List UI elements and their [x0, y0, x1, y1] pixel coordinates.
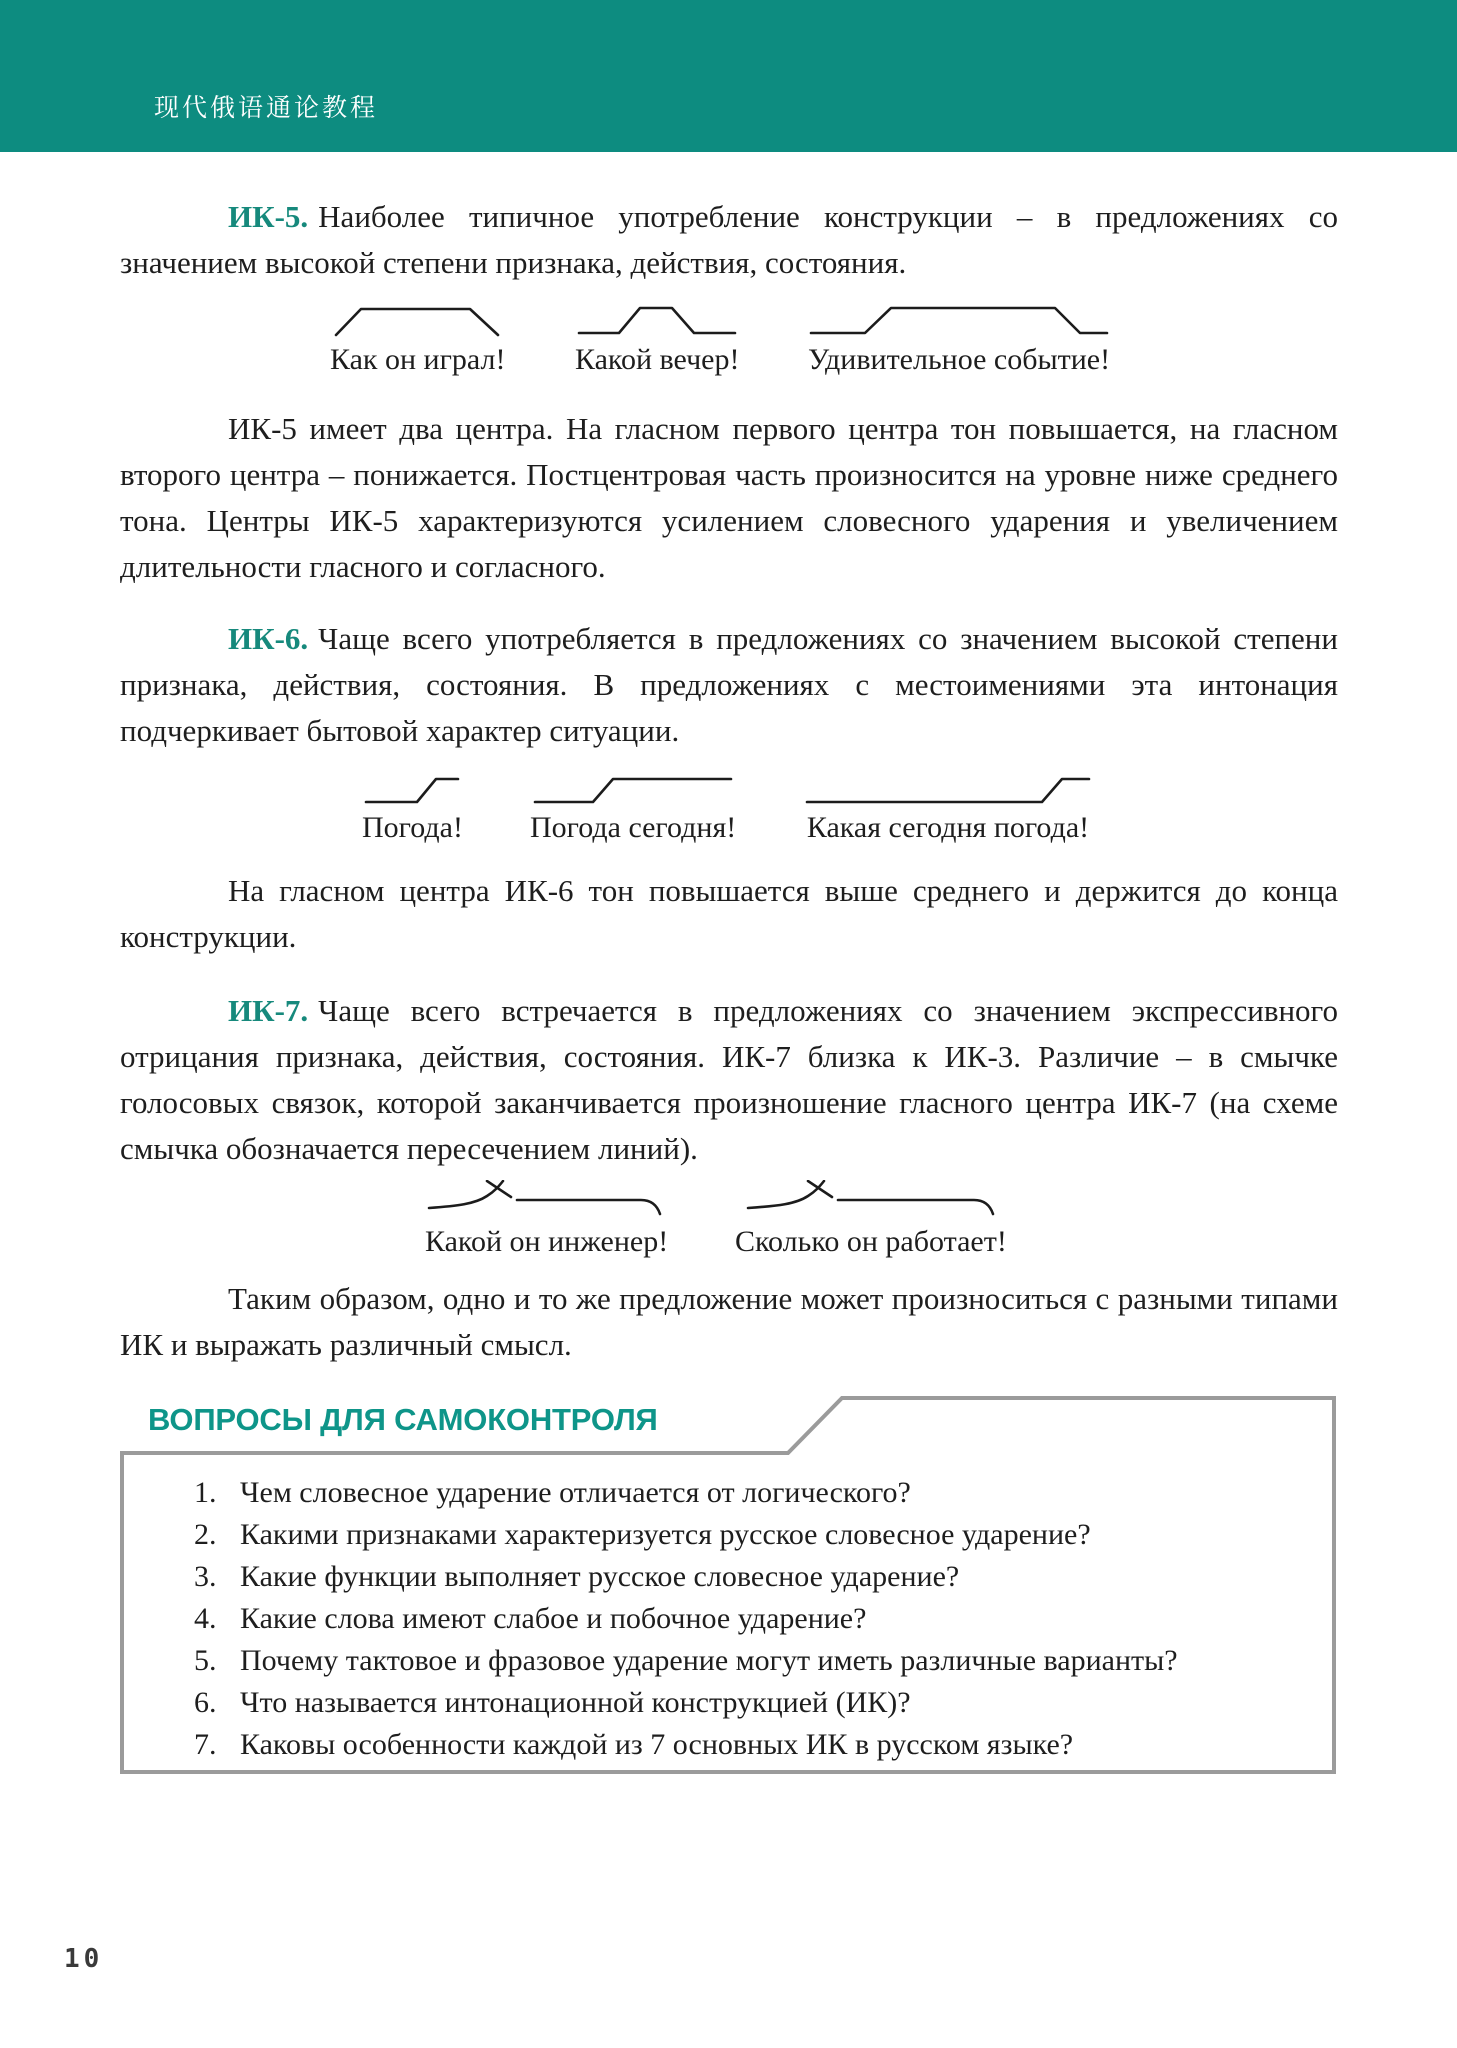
ik6-label: ИК-6. [228, 621, 309, 656]
ik5-example-3-label: Удивительное событие! [808, 343, 1111, 376]
paragraph-text: На гласном центра ИК-6 тон повышается выше среднего и держится до конца конструкции. [120, 873, 1338, 954]
header-band [0, 0, 1457, 152]
paragraph-ik7-intro [120, 988, 1338, 1172]
ik5-example-2 [575, 302, 740, 380]
question-item [194, 1514, 1298, 1556]
question-number: 5. [194, 1644, 217, 1677]
question-text: Что называется интонационной конструкцией (ИК)? [240, 1686, 911, 1719]
ik6-example-1 [362, 774, 463, 848]
question-number: 2. [194, 1518, 217, 1551]
question-item [194, 1640, 1298, 1682]
ik6-example-2 [530, 774, 736, 848]
question-text: Чем словесное ударение отличается от логического? [240, 1476, 911, 1509]
question-item [194, 1472, 1298, 1514]
book-title: 现代俄语通论教程 [154, 94, 379, 122]
question-text: Какие слова имеют слабое и побочное ударение? [240, 1602, 867, 1635]
ik7-contour-2 [746, 1180, 996, 1220]
ik7-example-2 [735, 1180, 1007, 1262]
ik7-example-2-label: Сколько он работает! [735, 1225, 1007, 1258]
question-number: 3. [194, 1560, 217, 1593]
question-number: 6. [194, 1686, 217, 1719]
ik7-label: ИК-7. [228, 993, 309, 1028]
paragraph-text: ИК-5 имеет два центра. На гласном первого центра тон повышается, на гласном второго центра – понижается. Постцентровая часть произносится на уровне ниже среднего тона. Центры ИК-5 характеризуются усилением словесного ударения и увеличением длительности гласного и согласного. [120, 411, 1338, 584]
ik5-contour-2 [577, 302, 737, 338]
ik6-contour-3 [805, 774, 1091, 806]
ik6-example-1-label: Погода! [362, 811, 463, 844]
ik6-example-3 [805, 774, 1091, 848]
question-item [194, 1724, 1298, 1766]
questions-box-heading: ВОПРОСЫ ДЛЯ САМОКОНТРОЛЯ [148, 1402, 658, 1437]
question-text: Какие функции выполняет русское словесное ударение? [240, 1560, 960, 1593]
paragraph-text: Наиболее типичное употребление конструкции – в предложениях со значением высокой степени признака, действия, состояния. [120, 199, 1338, 280]
paragraph-text: Чаще всего употребляется в предложениях со значением высокой степени признака, действия, состояния. В предложениях с местоимениями эта интонация подчеркивает бытовой характер ситуации. [120, 621, 1338, 748]
paragraph-ik5-intro [120, 194, 1338, 286]
paragraph-text: Таким образом, одно и то же предложение может произноситься с разными типами ИК и выражать различный смысл. [120, 1281, 1338, 1362]
ik5-contour-3 [809, 302, 1109, 338]
page-number: 10 [64, 1944, 104, 1974]
ik6-contour-2 [533, 774, 733, 806]
ik5-label: ИК-5. [228, 199, 309, 234]
ik5-examples-row [120, 302, 1338, 384]
ik7-examples-row [120, 1180, 1338, 1266]
ik5-example-3 [808, 302, 1110, 380]
ik6-contour-1 [364, 774, 460, 806]
paragraph-ik5-detail [120, 406, 1338, 590]
question-number: 1. [194, 1476, 217, 1509]
ik6-example-3-label: Какая сегодня погода! [806, 811, 1090, 844]
question-text: Какими признаками характеризуется русское словесное ударение? [240, 1518, 1091, 1551]
ik6-example-2-label: Погода сегодня! [530, 811, 737, 844]
question-number: 4. [194, 1602, 217, 1635]
ik7-contour-1 [427, 1180, 667, 1220]
paragraph-text: Чаще всего встречается в предложениях со значением экспрессивного отрицания признака, действия, состояния. ИК-7 близка к ИК-3. Различие – в смычке голосовых связок, которой заканчивается произношение гласного центра ИК-7 (на схеме смычка обозначается пересечением линий). [120, 993, 1338, 1166]
questions-list [194, 1472, 1298, 1766]
ik5-example-2-label: Какой вечер! [575, 343, 740, 376]
paragraph-summary [120, 1276, 1338, 1368]
ik7-example-1 [425, 1180, 668, 1262]
question-item [194, 1682, 1298, 1724]
ik5-example-1-label: Как он играл! [330, 343, 506, 376]
ik5-example-1 [330, 302, 505, 380]
ik7-example-1-label: Какой он инженер! [425, 1225, 669, 1258]
ik5-contour-1 [333, 302, 503, 338]
question-item [194, 1556, 1298, 1598]
question-number: 7. [194, 1728, 217, 1761]
question-text: Каковы особенности каждой из 7 основных ИК в русском языке? [240, 1728, 1074, 1761]
question-item [194, 1598, 1298, 1640]
page-content [0, 152, 1457, 1776]
paragraph-ik6-intro [120, 616, 1338, 754]
paragraph-ik6-detail [120, 868, 1338, 960]
question-text: Почему тактовое и фразовое ударение могут иметь различные варианты? [240, 1644, 1178, 1677]
ik6-examples-row [120, 774, 1338, 854]
self-check-questions-box [120, 1394, 1338, 1776]
